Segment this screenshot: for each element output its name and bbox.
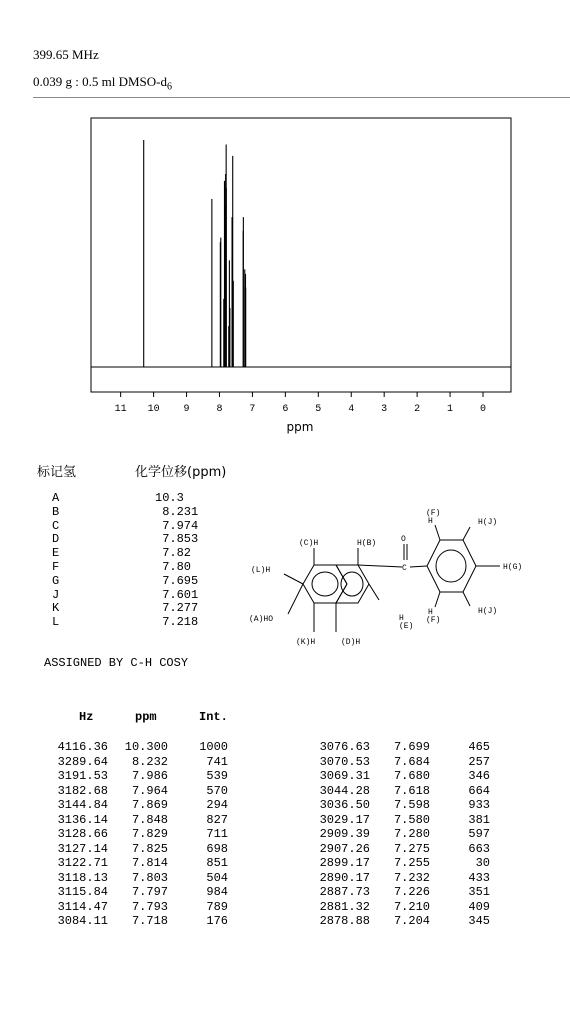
x-axis-label: ppm bbox=[286, 420, 314, 434]
peak-hz: 3114.47 bbox=[57, 899, 108, 914]
peak-table-row bbox=[50, 914, 228, 929]
x-axis-ticks bbox=[115, 392, 486, 415]
peak-ppm: 7.598 bbox=[393, 798, 430, 812]
peak-table-row bbox=[312, 900, 490, 915]
peak-intensity: 1000 bbox=[199, 740, 228, 754]
x-tick-label: 9 bbox=[183, 404, 190, 415]
x-tick-label: 6 bbox=[282, 404, 289, 415]
x-tick-label: 2 bbox=[414, 404, 421, 415]
peak-hz: 3069.31 bbox=[319, 769, 370, 783]
peak-intensity: 698 bbox=[206, 841, 228, 856]
peak-hz: 2907.26 bbox=[319, 841, 370, 856]
peak-ppm: 7.684 bbox=[393, 754, 430, 769]
peak-hz: 2878.88 bbox=[319, 914, 370, 928]
peak-intensity: 409 bbox=[468, 899, 490, 914]
peak-intensity: 346 bbox=[468, 769, 490, 783]
x-tick-label: 1 bbox=[447, 404, 454, 415]
peak-intensity: 257 bbox=[468, 754, 490, 769]
assignment-row bbox=[52, 520, 225, 534]
peak-intensity: 570 bbox=[206, 783, 228, 798]
peak-ppm: 7.280 bbox=[393, 827, 430, 841]
peak-intensity: 294 bbox=[206, 798, 228, 812]
atom-label-e-h: H bbox=[399, 614, 404, 623]
assignment-row bbox=[52, 492, 225, 506]
peak-hz: 3128.66 bbox=[57, 827, 108, 841]
atom-label-carbonyl-c: C bbox=[402, 564, 407, 573]
peak-table-row bbox=[50, 900, 228, 915]
peak-intensity: 351 bbox=[468, 885, 490, 899]
peak-table-row bbox=[50, 813, 228, 828]
nmr-spectrum-chart bbox=[0, 0, 570, 440]
aromatic-circle-phenyl bbox=[436, 550, 466, 582]
peak-table-row bbox=[312, 842, 490, 857]
peak-hz: 3118.13 bbox=[57, 870, 108, 885]
peak-table-row bbox=[50, 827, 228, 842]
peak-ppm: 7.699 bbox=[393, 740, 430, 754]
peak-ppm: 7.803 bbox=[131, 870, 168, 885]
peak-hz: 3136.14 bbox=[57, 812, 108, 827]
peak-ppm: 7.814 bbox=[131, 856, 168, 870]
peak-table-row bbox=[50, 842, 228, 857]
assignment-row bbox=[52, 602, 225, 616]
x-tick-label: 7 bbox=[249, 404, 256, 415]
assignment-row bbox=[52, 561, 225, 575]
peak-table-row bbox=[50, 856, 228, 871]
x-tick-label: 0 bbox=[479, 404, 487, 415]
peak-ppm: 7.825 bbox=[131, 841, 168, 856]
assignment-shift: 7.974 bbox=[155, 518, 199, 533]
peak-table-row bbox=[50, 798, 228, 813]
assignment-col-label: 标记氢 bbox=[37, 465, 77, 480]
peak-ppm: 7.964 bbox=[131, 783, 168, 798]
atom-label-j-top: H(J) bbox=[478, 518, 498, 527]
assignment-label: F bbox=[52, 559, 60, 574]
assignment-shift: 7.601 bbox=[155, 587, 199, 602]
atom-label-l: (L)H bbox=[251, 566, 271, 575]
peak-intensity: 933 bbox=[468, 798, 490, 812]
peak-hz: 3070.53 bbox=[319, 754, 370, 769]
x-tick-label: 5 bbox=[315, 404, 322, 415]
peak-ppm: 10.300 bbox=[124, 740, 168, 754]
peak-intensity: 597 bbox=[468, 827, 490, 841]
assignment-label: C bbox=[52, 518, 60, 533]
peak-intensity: 741 bbox=[206, 754, 228, 769]
assignment-label: A bbox=[52, 491, 60, 505]
peak-hz: 3115.84 bbox=[57, 885, 108, 899]
phenyl-ring bbox=[427, 540, 476, 592]
peak-ppm: 7.232 bbox=[393, 870, 430, 885]
peak-hz: 3144.84 bbox=[57, 798, 108, 812]
peak-table-header-hz: Hz bbox=[79, 710, 94, 724]
peak-hz: 3122.71 bbox=[57, 856, 108, 870]
peak-table-header-ppm: ppm bbox=[135, 710, 157, 724]
peak-table-row bbox=[312, 813, 490, 828]
x-tick-label: 8 bbox=[216, 404, 223, 415]
assignment-label: J bbox=[52, 587, 60, 602]
peak-intensity: 539 bbox=[206, 769, 228, 783]
peak-intensity: 465 bbox=[468, 740, 490, 754]
peak-hz: 4116.36 bbox=[57, 740, 108, 754]
peak-intensity: 176 bbox=[206, 914, 228, 928]
peak-table-row bbox=[312, 827, 490, 842]
assignment-row bbox=[52, 533, 225, 547]
x-tick-label: 11 bbox=[114, 404, 127, 415]
peak-table-row bbox=[50, 871, 228, 886]
aromatic-circle-left bbox=[312, 572, 338, 596]
peak-intensity: 789 bbox=[206, 899, 228, 914]
peak-ppm: 7.255 bbox=[393, 856, 430, 870]
peak-ppm: 7.226 bbox=[393, 885, 430, 899]
atom-label-b: H(B) bbox=[357, 539, 377, 548]
assignment-row bbox=[52, 589, 225, 603]
peak-intensity: 433 bbox=[468, 870, 490, 885]
peak-table-row bbox=[50, 740, 228, 755]
peak-hz: 2890.17 bbox=[319, 870, 370, 885]
assignment-col-shift: 化学位移(ppm) bbox=[135, 465, 227, 480]
peak-ppm: 7.680 bbox=[393, 769, 430, 783]
atom-label-f-top-h: H bbox=[428, 517, 433, 526]
assignment-shift: 7.277 bbox=[155, 601, 199, 616]
peak-ppm: 7.869 bbox=[131, 798, 168, 812]
peak-table-right bbox=[312, 740, 490, 929]
peak-ppm: 7.829 bbox=[131, 827, 168, 841]
x-tick-label: 3 bbox=[381, 404, 388, 415]
peak-intensity: 827 bbox=[206, 812, 228, 827]
atom-label-j-bot: H(J) bbox=[478, 607, 498, 616]
x-tick-label: 10 bbox=[147, 404, 160, 415]
assignment-label: B bbox=[52, 504, 60, 519]
peak-hz: 3044.28 bbox=[319, 783, 370, 798]
atom-label-g: H(G) bbox=[503, 563, 523, 572]
assignment-row bbox=[52, 575, 225, 589]
aromatic-circle-right bbox=[341, 572, 363, 596]
peak-ppm: 7.797 bbox=[131, 885, 168, 899]
assignment-row bbox=[52, 506, 225, 520]
peak-table-row bbox=[312, 769, 490, 784]
atom-label-oxygen: O bbox=[401, 535, 406, 544]
atom-label-f-bot-h: H bbox=[428, 608, 433, 617]
peak-table-row bbox=[50, 885, 228, 900]
peak-hz: 3029.17 bbox=[319, 812, 370, 827]
assignment-label: G bbox=[52, 573, 60, 588]
peak-ppm: 8.232 bbox=[131, 754, 168, 769]
peak-intensity: 851 bbox=[206, 856, 228, 870]
peak-intensity: 345 bbox=[468, 914, 490, 928]
naphthalene-ring-left bbox=[303, 565, 347, 603]
plot-frame bbox=[91, 118, 511, 392]
assignment-table bbox=[52, 492, 225, 630]
peak-hz: 2899.17 bbox=[319, 856, 370, 870]
assignment-shift: 7.82 bbox=[155, 546, 192, 561]
peak-table-row bbox=[312, 856, 490, 871]
peak-ppm: 7.848 bbox=[131, 812, 168, 827]
atom-label-f-top: (F) bbox=[426, 509, 441, 518]
peak-ppm: 7.986 bbox=[131, 769, 168, 783]
peak-ppm: 7.580 bbox=[393, 812, 430, 827]
peak-hz: 3182.68 bbox=[57, 783, 108, 798]
peak-hz: 3036.50 bbox=[319, 798, 370, 812]
x-tick-label: 4 bbox=[348, 404, 355, 415]
atom-label-a: (A)HO bbox=[249, 615, 274, 624]
peak-intensity: 711 bbox=[206, 827, 228, 841]
assignment-shift: 7.80 bbox=[155, 559, 192, 574]
assignment-shift: 7.853 bbox=[155, 532, 199, 547]
peak-table-row bbox=[312, 885, 490, 900]
assignment-shift: 8.231 bbox=[155, 504, 199, 519]
peak-table-row bbox=[312, 871, 490, 886]
assigned-by-note: ASSIGNED BY C-H COSY bbox=[44, 656, 189, 670]
peak-table-row bbox=[50, 769, 228, 784]
peak-ppm: 7.718 bbox=[131, 914, 168, 928]
naphthalene-ring-right bbox=[336, 565, 369, 603]
atom-label-e: (E) bbox=[399, 622, 414, 631]
assignment-label: E bbox=[52, 546, 60, 561]
peak-intensity: 664 bbox=[468, 783, 490, 798]
assignment-label: K bbox=[52, 601, 60, 616]
peak-ppm: 7.793 bbox=[131, 899, 168, 914]
atom-label-k: (K)H bbox=[296, 638, 316, 647]
peak-table-row bbox=[312, 914, 490, 929]
atom-label-f-bot: (F) bbox=[426, 616, 441, 625]
sample-subscript: 6 bbox=[166, 81, 172, 93]
peak-hz: 2909.39 bbox=[319, 827, 370, 841]
peak-intensity: 30 bbox=[475, 856, 490, 870]
assignment-row bbox=[52, 616, 225, 630]
peak-table-row bbox=[50, 784, 228, 799]
peak-intensity: 984 bbox=[206, 885, 228, 899]
sample-text: 0.039 g : 0.5 ml DMSO-d bbox=[33, 74, 167, 89]
peak-hz: 3289.64 bbox=[57, 754, 108, 769]
peak-ppm: 7.210 bbox=[393, 899, 430, 914]
peak-hz: 2881.32 bbox=[319, 899, 370, 914]
peak-hz: 3127.14 bbox=[57, 841, 108, 856]
atom-label-d: (D)H bbox=[341, 638, 361, 647]
peak-intensity: 504 bbox=[206, 870, 228, 885]
peak-table-row bbox=[312, 784, 490, 799]
peak-table-row bbox=[312, 798, 490, 813]
peak-hz: 3076.63 bbox=[319, 740, 370, 754]
assignment-label: L bbox=[52, 615, 60, 630]
peak-table-row bbox=[312, 755, 490, 770]
peak-hz: 3084.11 bbox=[57, 914, 108, 928]
peak-table-left bbox=[50, 740, 228, 929]
peak-ppm: 7.618 bbox=[393, 783, 430, 798]
peak-ppm: 7.204 bbox=[393, 914, 430, 928]
peak-hz: 2887.73 bbox=[319, 885, 370, 899]
assignment-label: D bbox=[52, 532, 60, 547]
assignment-shift: 7.695 bbox=[155, 573, 199, 588]
assignment-shift: 10.3 bbox=[155, 491, 184, 505]
atom-label-c: (C)H bbox=[299, 539, 319, 548]
assignment-row bbox=[52, 547, 225, 561]
peak-table-row bbox=[312, 740, 490, 755]
peak-intensity: 381 bbox=[468, 812, 490, 827]
spectrometer-frequency: 399.65 MHz bbox=[33, 47, 99, 62]
spectrum-peaks bbox=[144, 140, 246, 367]
peak-table-row bbox=[50, 755, 228, 770]
peak-hz: 3191.53 bbox=[57, 769, 108, 783]
peak-table-header-int: Int. bbox=[199, 710, 228, 724]
assignment-shift: 7.218 bbox=[155, 615, 199, 630]
peak-ppm: 7.275 bbox=[393, 841, 430, 856]
peak-intensity: 663 bbox=[468, 841, 490, 856]
